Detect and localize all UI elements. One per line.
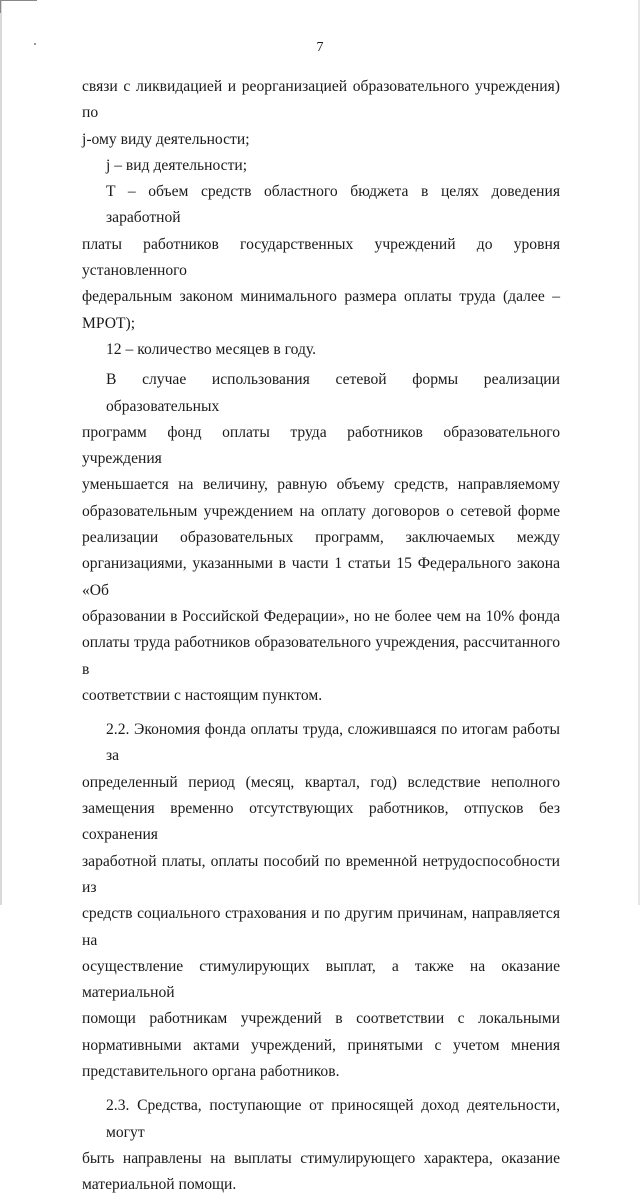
text-line: T – объем средств областного бюджета в целях доведения заработной (106, 183, 560, 227)
text-line: представительного органа работников. (82, 1062, 340, 1080)
text-line: платы работников государственных учреждений до уровня установленного (82, 235, 560, 280)
text-line: средств социального страхования и по другим причинам, направляется на (82, 905, 560, 949)
text-line: заработной платы, оплаты пособий по временной нетрудоспособности из (82, 852, 560, 896)
text-line: j-ому виду деятельности; (82, 130, 250, 148)
text-line: быть направлены на выплаты стимулирующего характера, оказание (82, 1149, 560, 1167)
text-line: федеральным законом минимального размера оплаты труда (далее – (82, 288, 560, 306)
text-line: В случае использования сетевой формы реализации образовательных (106, 371, 560, 415)
text-line: осуществление стимулирующих выплат, а также на оказание материальной (82, 957, 560, 1002)
text-line: программ фонд оплаты труда работников образовательного учреждения (82, 423, 560, 468)
text-line: 2.2. Экономия фонда оплаты труда, сложившаяся по итогам работы за (106, 721, 560, 765)
text-line: реализации образовательных программ, заключаемых между (82, 529, 560, 547)
text-line: образовании в Российской Федерации», но не более чем на 10% фонда (82, 607, 560, 625)
scan-edge-left (0, 0, 2, 905)
text-line: связи с ликвидацией и реорганизацией образовательного учреждения) по (82, 78, 560, 122)
text-line: оплаты труда работников образовательного учреждения, рассчитанного в (82, 634, 560, 678)
text-line: образовательным учреждением на оплату договоров о сетевой форме (82, 502, 560, 520)
text-line: материальной помощи. (82, 1176, 237, 1194)
text-line: соответствии с настоящим пунктом. (82, 686, 323, 704)
text-line: j – вид деятельности; (106, 156, 248, 174)
document-body (82, 74, 560, 1198)
text-line: нормативными актами учреждений, принятыми с учетом мнения (82, 1036, 560, 1054)
text-line: 2.3. Средства, поступающие от приносящей доход деятельности, могут (106, 1097, 560, 1141)
text-line: 12 – количество месяцев в году. (106, 340, 317, 358)
text-line: уменьшается на величину, равную объему средств, направляемому (82, 476, 560, 494)
text-line: МРОТ); (82, 314, 136, 332)
text-line: организациями, указанными в части 1 статьи 15 Федерального закона «Об (82, 555, 560, 599)
text-line: замещения временно отсутствующих работников, отпусков без сохранения (82, 800, 560, 844)
text-line: помощи работникам учреждений в соответствии с локальными (82, 1010, 560, 1028)
scan-corner-mark (0, 0, 37, 13)
text-line: определенный период (месяц, квартал, год) вследствие неполного (82, 773, 560, 791)
page-number: 7 (316, 40, 324, 55)
